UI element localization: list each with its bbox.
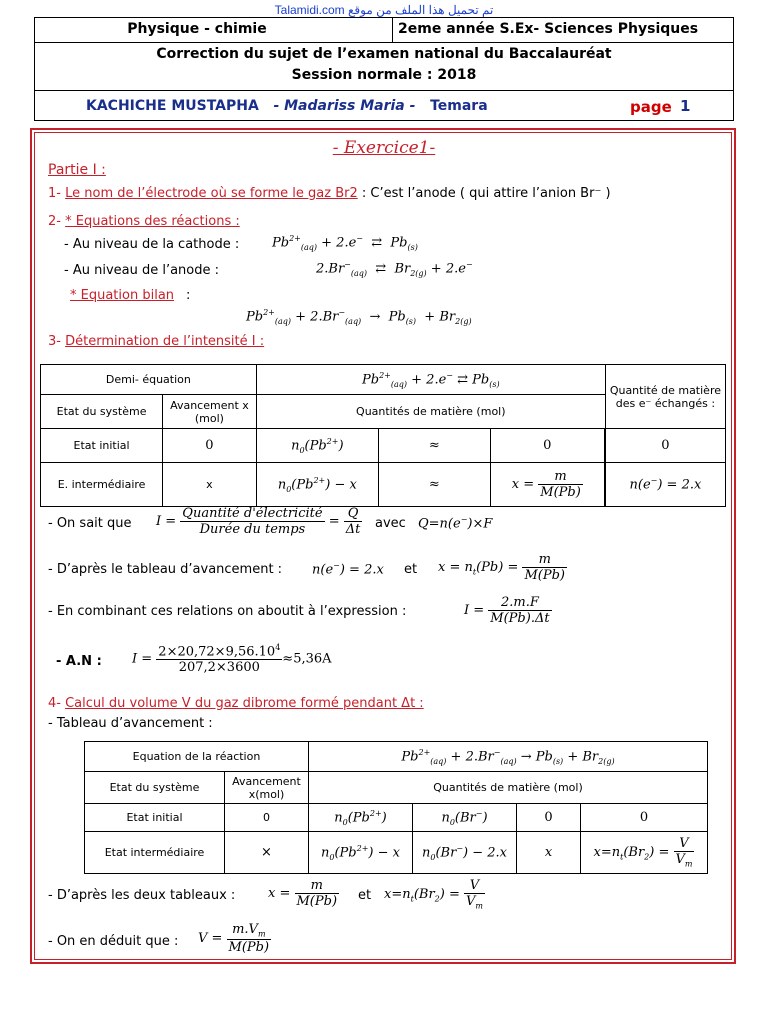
t2-reaction-equation: $Pb^{2+}_{(aq)} + 2.Br^-_{(aq)} \to Pb_{(s)} + Br_{2(g)}$ bbox=[309, 742, 708, 772]
exercise-title: - Exercice1- bbox=[332, 138, 436, 158]
document-title: Correction du sujet de l’examen national du Baccalauréat bbox=[156, 46, 612, 62]
t1-row1-x: 0 bbox=[163, 429, 257, 463]
t1-row1-pb: 0 bbox=[490, 429, 604, 463]
part-heading-text: Partie I : bbox=[48, 162, 106, 178]
author-city: Temara bbox=[430, 98, 488, 114]
page-number: 1 bbox=[680, 97, 691, 115]
et-label-2: et bbox=[358, 888, 372, 903]
intensity-expression: I = $\frac{2.m.F}{M(Pb).\Delta t}$ bbox=[464, 595, 550, 626]
source-link[interactable]: Talamidi.com تم تحميل هذا الملف من موقع bbox=[274, 3, 494, 17]
q4-label: Calcul du volume V du gaz dibrome formé pendant Δt : bbox=[65, 696, 424, 711]
t1-row2-pb: x = $\frac{m}{M(Pb)}$ bbox=[490, 463, 604, 507]
question-1 bbox=[48, 186, 611, 201]
t1-row2-approx: ≈ bbox=[378, 463, 490, 507]
author-line bbox=[86, 98, 488, 114]
t1-half-equation: $Pb^{2+}_{(aq)} + 2.e^-$ ⇄ $Pb_{(s)}$ bbox=[256, 365, 605, 395]
t2-header-equation: Equation de la réaction bbox=[85, 742, 309, 772]
t2-row2-pb: x bbox=[517, 832, 581, 874]
t2-row2-pb2: $n_0(Pb^{2+}) - x$ bbox=[309, 832, 413, 874]
intensity-result: ≈5,36A bbox=[282, 651, 332, 667]
q2-label: * Equations des réactions : bbox=[65, 214, 240, 229]
t1-header-demi: Demi- équation bbox=[41, 365, 257, 395]
t1-header-quantites: Quantités de matière (mol) bbox=[256, 395, 605, 429]
bilan-equation: $Pb^{2+}_{(aq)} + 2.Br^-_{(aq)} \to Pb_{(s)} + Br_{2(g)}$ bbox=[246, 308, 472, 326]
t1-header-avancement: Avancement x (mol) bbox=[163, 395, 257, 429]
x-relation-2: x = $\frac{m}{M(Pb)}$ bbox=[268, 878, 338, 909]
header-divider bbox=[392, 17, 393, 43]
anode-label: - Au niveau de l’anode : bbox=[64, 263, 220, 278]
part-heading bbox=[48, 162, 106, 178]
dapres-tableau-label: - D’après le tableau d’avancement : bbox=[48, 562, 283, 577]
author-name: KACHICHE MUSTAPHA bbox=[86, 98, 259, 114]
t1-row2-electrons: n(e−) = 2.x bbox=[605, 463, 725, 507]
anode-equation: $2.Br^-_{(aq)}$ ⇄ $Br_{2(g)} + 2.e^-$ bbox=[316, 260, 473, 278]
t1-row2-x: x bbox=[163, 463, 257, 507]
q3-label: Détermination de l’intensité I : bbox=[65, 334, 265, 349]
q1-number: 1- bbox=[48, 186, 61, 201]
t1-header-electrons: Quantité de matière des e⁻ échangés : bbox=[605, 365, 725, 429]
combinant-label: - En combinant ces relations on aboutit à l’expression : bbox=[48, 604, 407, 619]
t2-row1-pb2: $n_0(Pb^{2+})$ bbox=[309, 804, 413, 832]
t2-row1-x: 0 bbox=[225, 804, 309, 832]
progress-table-1 bbox=[40, 364, 726, 507]
electron-relation: n(e−) = 2.x bbox=[312, 561, 384, 578]
t1-row1-approx: ≈ bbox=[378, 429, 490, 463]
t1-row2-pb2: $n_0(Pb^{2+}) - x$ bbox=[256, 463, 378, 507]
t2-row1-label: Etat initial bbox=[85, 804, 225, 832]
bilan-colon: : bbox=[186, 288, 191, 303]
session-title: Session normale : 2018 bbox=[291, 67, 477, 83]
t2-row2-br2: $x=n_t(Br_2)$ = $\frac{V}{V_m}$ bbox=[581, 832, 708, 874]
subject-label: Physique - chimie bbox=[127, 21, 267, 37]
dapres-deux-tableaux-label: - D’après les deux tableaux : bbox=[48, 888, 236, 903]
intensity-calculation: I = $\frac{2\times 20,72\times 9,56.10^4}{207,2\times 3600}$ ≈5,36A bbox=[132, 643, 332, 676]
q2-number: 2- bbox=[48, 214, 61, 229]
progress-table-2 bbox=[84, 741, 708, 874]
t1-row1-label: Etat initial bbox=[41, 429, 163, 463]
deduit-label: - On en déduit que : bbox=[48, 934, 179, 949]
q4-number: 4- bbox=[48, 696, 61, 711]
t1-row1-pb2: $n_0(Pb^{2+})$ bbox=[256, 429, 378, 463]
et-label-1: et bbox=[404, 562, 418, 577]
t1-header-etat: Etat du système bbox=[41, 395, 163, 429]
q3-number: 3- bbox=[48, 334, 61, 349]
t1-row2-label: E. intermédiaire bbox=[41, 463, 163, 507]
question-3 bbox=[48, 334, 264, 349]
t2-header-etat: Etat du système bbox=[85, 772, 225, 804]
t1-row1-electrons: 0 bbox=[605, 429, 725, 463]
q1-answer: : C’est l’anode ( qui attire l’anion Br⁻ ) bbox=[361, 186, 611, 201]
q1-label: Le nom de l’électrode où se forme le gaz Br2 bbox=[65, 186, 358, 201]
author-school: - Madariss Maria - bbox=[273, 98, 416, 114]
t2-row1-pb: 0 bbox=[517, 804, 581, 832]
volume-expression: V = $\frac{m.V_m}{M(Pb)}$ bbox=[198, 922, 270, 955]
bilan-label: * Equation bilan bbox=[70, 288, 175, 303]
t2-header-avancement: Avancement x(mol) bbox=[225, 772, 309, 804]
page-label: page bbox=[630, 98, 672, 116]
tableau-label: - Tableau d’avancement : bbox=[48, 716, 213, 731]
avec-label: avec bbox=[375, 516, 406, 531]
question-4 bbox=[48, 696, 424, 711]
level-label: 2eme année S.Ex- Sciences Physiques bbox=[398, 21, 699, 37]
x-relation-1: $x = n_t(Pb)$ = $\frac{m}{M(Pb)}$ bbox=[438, 552, 565, 583]
t2-row2-label: Etat intermédiaire bbox=[85, 832, 225, 874]
cathode-label: - Au niveau de la cathode : bbox=[64, 237, 240, 252]
t2-row2-br: $n_0(Br^-) - 2.x$ bbox=[413, 832, 517, 874]
question-2 bbox=[48, 214, 240, 229]
x-relation-3: $x=n_t(Br_2)$ = $\frac{V}{V_m}$ bbox=[384, 878, 483, 911]
charge-relation: Q=n(e−)×F bbox=[418, 515, 493, 532]
t2-row1-br: $n_0(Br^-)$ bbox=[413, 804, 517, 832]
t2-row2-x: × bbox=[225, 832, 309, 874]
intensity-definition: I = $\frac{\text{Quantité d'électricité}}{\text{Durée du temps}}$ = $\frac{Q}{\Delta t}$ bbox=[156, 506, 361, 537]
an-label: - A.N : bbox=[56, 654, 102, 669]
cathode-equation: $Pb^{2+}_{(aq)} + 2.e^-$ ⇄ $Pb_{(s)}$ bbox=[272, 234, 418, 252]
t2-row1-br2: 0 bbox=[581, 804, 708, 832]
t2-header-quantites: Quantités de matière (mol) bbox=[309, 772, 708, 804]
on-sait-label: - On sait que bbox=[48, 516, 132, 531]
